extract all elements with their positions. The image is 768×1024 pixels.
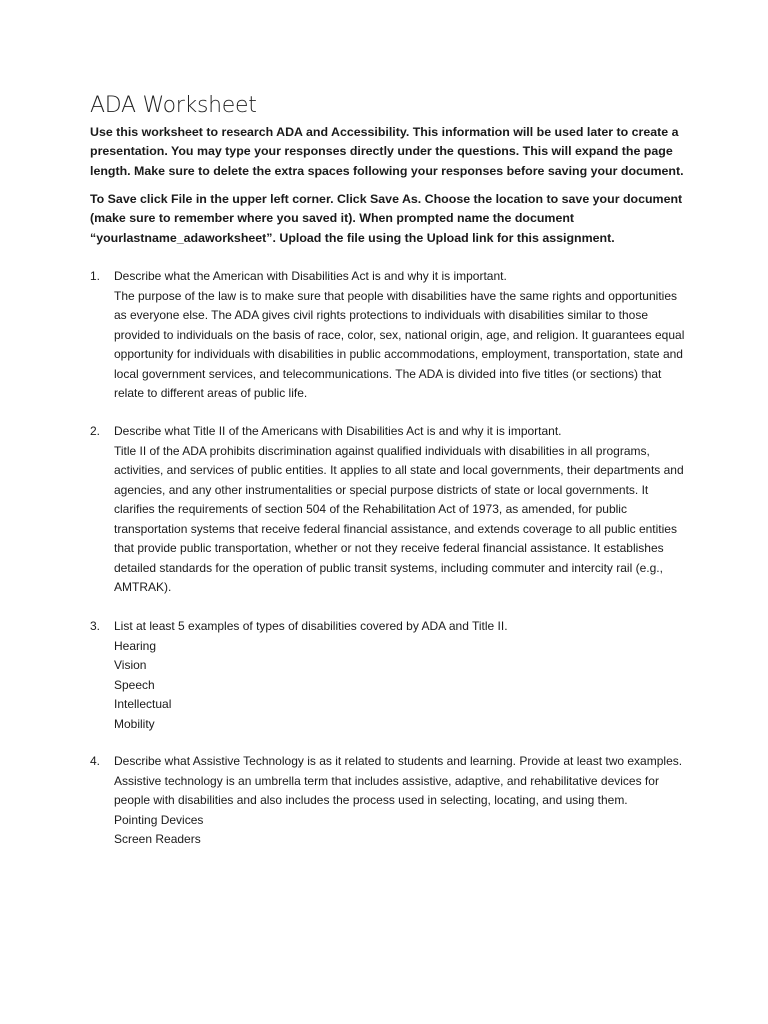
answer-item[interactable]: Hearing [114, 638, 157, 653]
answer-item[interactable]: Pointing Devices [114, 812, 204, 827]
answer-item[interactable]: Screen Readers [114, 832, 201, 846]
answer-text[interactable]: Title II of the ADA prohibits discrimination against qualified individuals with disabilities in all programs, activities, and services of public entities. It applies to all state and local governments, their departments and agencies, and any other instrumentalities or special purpose districts of state or local governments. It clarifies the requirements of section 504 of the Rehabilitation Act of 1973, as amended, for public transportation systems that receive federal financial assistance, and extends coverage to all public entities that provide public transportation, whether or not they receive federal financial assistance. It establishes detailed standards for the operation of public transit systems, including commuter and intercity rail (e.g., AMTRAK). [114, 443, 687, 594]
question-3 [90, 617, 690, 734]
question-text: Describe what Assistive Technology is as it related to students and learning. Provide at least two examples. [114, 754, 683, 768]
question-number: 1. [90, 269, 101, 283]
answer-text[interactable]: The purpose of the law is to make sure that people with disabilities have the same rights and opportunities as everyone else. The ADA gives civil rights protections to individuals with disabilities similar to those provided to individuals on the basis of race, color, sex, national origin, age, and religion. It guarantees equal opportunity for individuals with disabilities in public accommodations, employment, transportation, state and local government services, and telecommunications. The ADA is divided into five titles (or sections) that relate to different areas of public life. [114, 288, 688, 400]
answer-item[interactable]: Mobility [114, 716, 155, 731]
question-number: 2. [90, 424, 101, 438]
question-2 [90, 422, 690, 598]
question-number: 4. [90, 754, 101, 768]
question-number: 3. [90, 619, 101, 633]
question-1 [90, 267, 690, 404]
question-text: Describe what Title II of the Americans with Disabilities Act is and why it is important. [114, 424, 562, 438]
answer-item[interactable]: Vision [114, 658, 147, 672]
page-title: ADA Worksheet [90, 93, 257, 118]
question-text: Describe what the American with Disabilities Act is and why it is important. [114, 269, 507, 283]
answer-text[interactable]: Assistive technology is an umbrella term that includes assistive, adaptive, and rehabilitative devices for people with disabilities and also includes the process used in selecting, locating, and using them. [114, 773, 663, 807]
intro-save-instructions: To Save click File in the upper left corner. Click Save As. Choose the location to save your document (make sure to remember where you saved it). When prompted name the document “yourlastname_adaworksheet”. Upload the file using the Upload link for this assignment. [90, 192, 683, 245]
question-text: List at least 5 examples of types of disabilities covered by ADA and Title II. [114, 619, 508, 633]
intro-instructions: Use this worksheet to research ADA and Accessibility. This information will be used later to create a presentation. You may type your responses directly under the questions. This will expand the page length. Make sure to delete the extra spaces following your responses before saving your document. [90, 125, 684, 178]
question-4 [90, 752, 690, 850]
answer-item[interactable]: Intellectual [114, 697, 172, 711]
answer-item[interactable]: Speech [114, 677, 155, 692]
